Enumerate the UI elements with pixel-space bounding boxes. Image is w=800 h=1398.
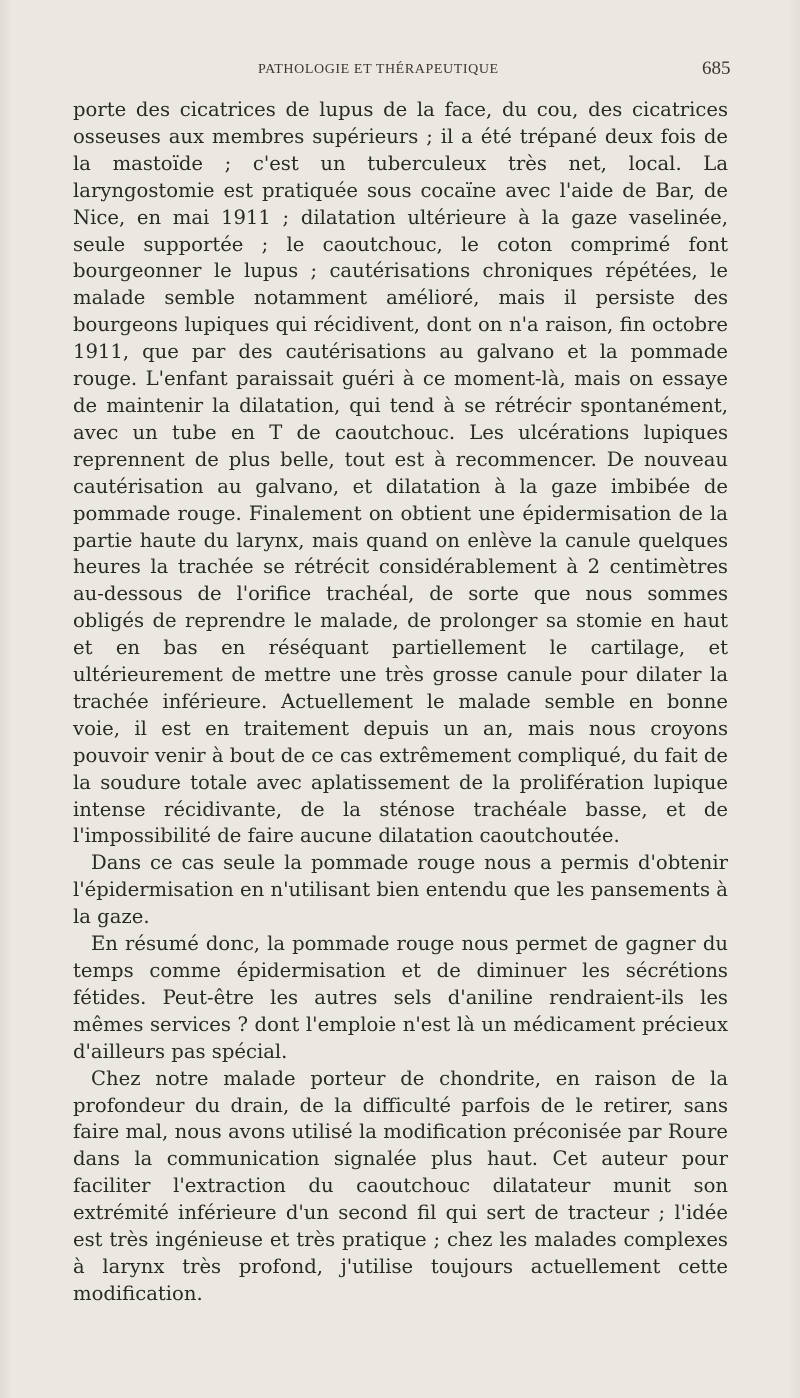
paragraph: Chez notre malade porteur de chondrite, en raison de la profondeur du drain, de la difficulté parfois de le retirer, sans faire mal, nous avons utilisé la modification préconisée par Roure dans la communication signalée plus haut. Cet auteur pour faciliter l'extraction du caoutchouc dilatateur munit son extrémité inférieure d'un second fil qui sert de tracteur ; l'idée est très ingénieuse et très pratique ; chez les malades complexes à larynx très profond, j'utilise toujours actuellement cette modification.	[73, 1066, 728, 1305]
page-number: 685	[702, 58, 731, 79]
paragraph: En résumé donc, la pommade rouge nous permet de gagner du temps comme épidermisation et de diminuer les sécrétions fétides. Peut-être les autres sels d'aniline rendraient-ils les mêmes services ? dont l'emploie n'est là un médicament précieux d'ailleurs pas spécial.	[73, 932, 728, 1063]
paragraph: Dans ce cas seule la pommade rouge nous a permis d'obtenir l'épidermisation en n'utilisant bien entendu que les pansements à la gaze.	[73, 851, 728, 929]
running-head: PATHOLOGIE ET THÉRAPEUTIQUE	[258, 62, 499, 77]
body-text	[73, 97, 728, 1308]
paragraph-continuation: porte des cicatrices de lupus de la face, du cou, des cicatrices osseuses aux membres supérieurs ; il a été trépané deux fois de la mastoïde ; c'est un tuberculeux très net, local. La laryngostomie est pratiquée sous cocaïne avec l'aide de Bar, de Nice, en mai 1911 ; dilatation ultérieure à la gaze vaselinée, seule supportée ; le caoutchouc, le coton comprimé font bourgeonner le lupus ; cautérisations chroniques répétées, le malade semble notamment amélioré, mais il persiste des bourgeons lupiques qui récidivent, dont on n'a raison, fin octobre 1911, que par des cautérisations au galvano et la pommade rouge. L'enfant paraissait guéri à ce moment-là, mais on essaye de maintenir la dilatation, qui tend à se rétrécir spontanément, avec un tube en T de caoutchouc. Les ulcérations lupiques reprennent de plus belle, tout est à recommencer. De nouveau cautérisation au galvano, et dilatation à la gaze imbibée de pommade rouge. Finalement on obtient une épidermisation de la partie haute du larynx, mais quand on enlève la canule quelques heures la trachée se rétrécit considérablement à 2 centimètres au-dessous de l'orifice trachéal, de sorte que nous sommes obligés de reprendre le malade, de prolonger sa stomie en haut et en bas en réséquant partiellement le cartilage, et ultérieurement de mettre une très grosse canule pour dilater la trachée inférieure. Actuellement le malade semble en bonne voie, il est en traitement depuis un an, mais nous croyons pouvoir venir à bout de ce cas extrêmement compliqué, du fait de la soudure totale avec aplatissement de la prolifération lupique intense récidivante, de la sténose trachéale basse, et de l'impossibilité de faire aucune dilatation caoutchoutée.	[73, 98, 728, 848]
